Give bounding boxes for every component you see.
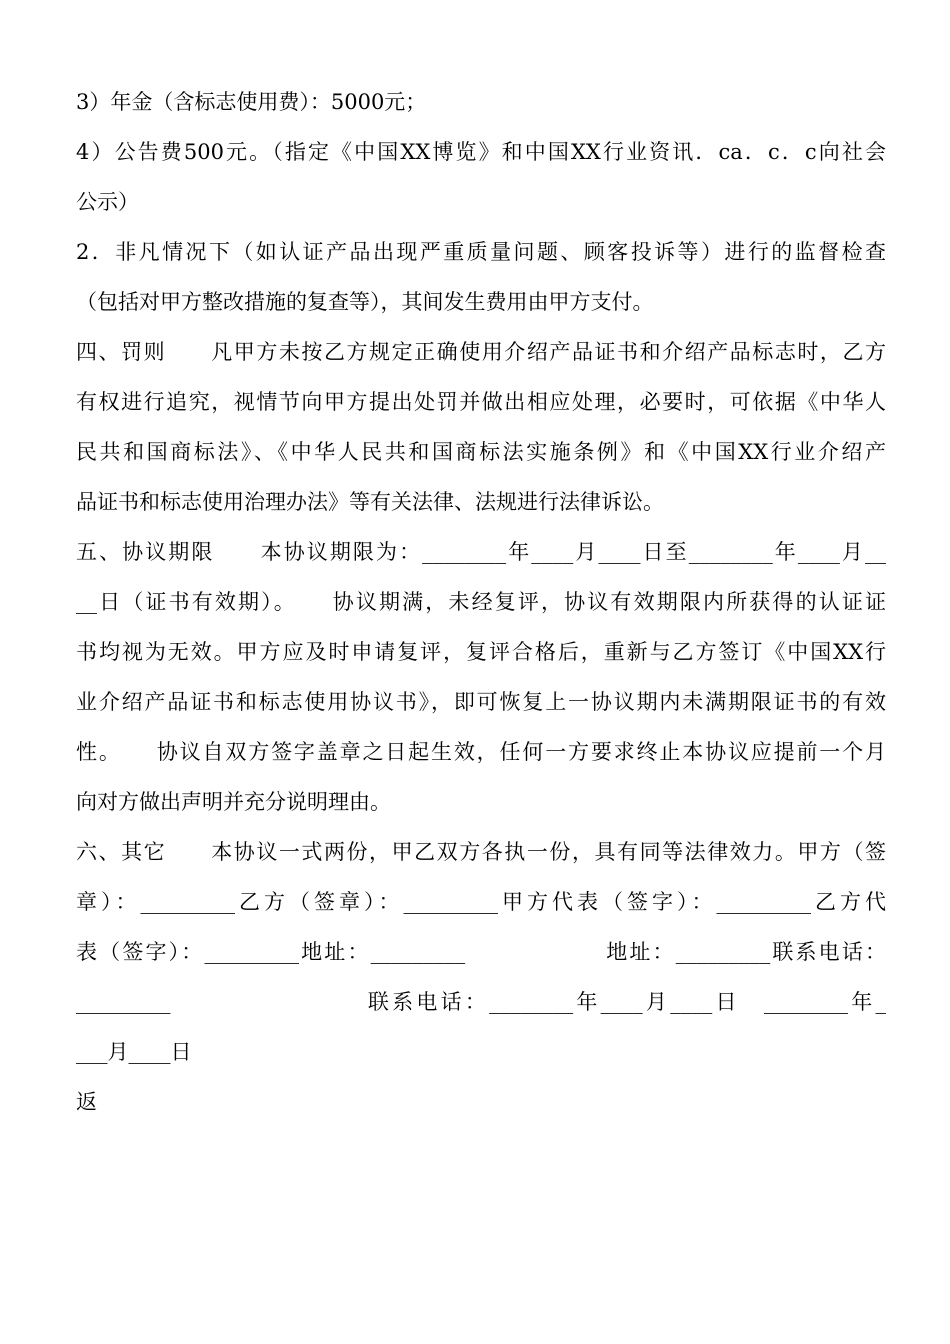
text-line: 书均视为无效。甲方应及时申请复评，复评合格后，重新与乙方签订《中国XX行 — [76, 640, 886, 664]
text-line: 业介绍产品证书和标志使用协议书》，即可恢复上一协议期内未满期限证书的有效 — [76, 690, 886, 714]
text-line: 公示） — [76, 190, 139, 214]
text-line: 品证书和标志使用治理办法》等有关法律、法规进行法律诉讼。 — [76, 490, 664, 514]
text-line: （包括对甲方整改措施的复查等），其间发生费用由甲方支付。 — [76, 290, 654, 314]
text-line: 2．非凡情况下（如认证产品出现严重质量问题、顾客投诉等）进行的监督检查 — [76, 240, 886, 264]
text-line: 民共和国商标法》、《中华人民共和国商标法实施条例》和《中国XX行业介绍产 — [76, 440, 886, 464]
text-line: 五、协议期限 本协议期限为：________年____月____日至________年____月__ — [76, 540, 886, 564]
text-line: 六、其它 本协议一式两份，甲乙双方各执一份，具有同等法律效力。甲方（签 — [76, 840, 886, 864]
text-line: 表（签字）：_________地址：_________ 地址：_________联系电话： — [76, 940, 886, 964]
text-line: _________ 联系电话：________年____月____日 ________年_ — [76, 990, 886, 1014]
text-line: ___月____日 — [76, 1040, 192, 1064]
text-line: 向对方做出声明并充分说明理由。 — [76, 790, 391, 814]
text-line: 3）年金（含标志使用费）：5000元； — [76, 90, 427, 114]
text-line: 4）公告费500元。（指定《中国XX博览》和中国XX行业资讯．ca．c．c向社会 — [76, 140, 886, 164]
text-line: 性。 协议自双方签字盖章之日起生效，任何一方要求终止本协议应提前一个月 — [76, 740, 886, 764]
text-line: 章）：_________乙方（签章）：_________甲方代表（签字）：_________乙方代 — [76, 890, 886, 914]
text-line: 有权进行追究，视情节向甲方提出处罚并做出相应处理，必要时，可依据《中华人 — [76, 390, 886, 414]
text-line: 返 — [76, 1090, 97, 1114]
text-line: 四、罚则 凡甲方未按乙方规定正确使用介绍产品证书和介绍产品标志时，乙方 — [76, 340, 886, 364]
text-line: __日（证书有效期）。 协议期满，未经复评，协议有效期限内所获得的认证证 — [76, 590, 886, 614]
